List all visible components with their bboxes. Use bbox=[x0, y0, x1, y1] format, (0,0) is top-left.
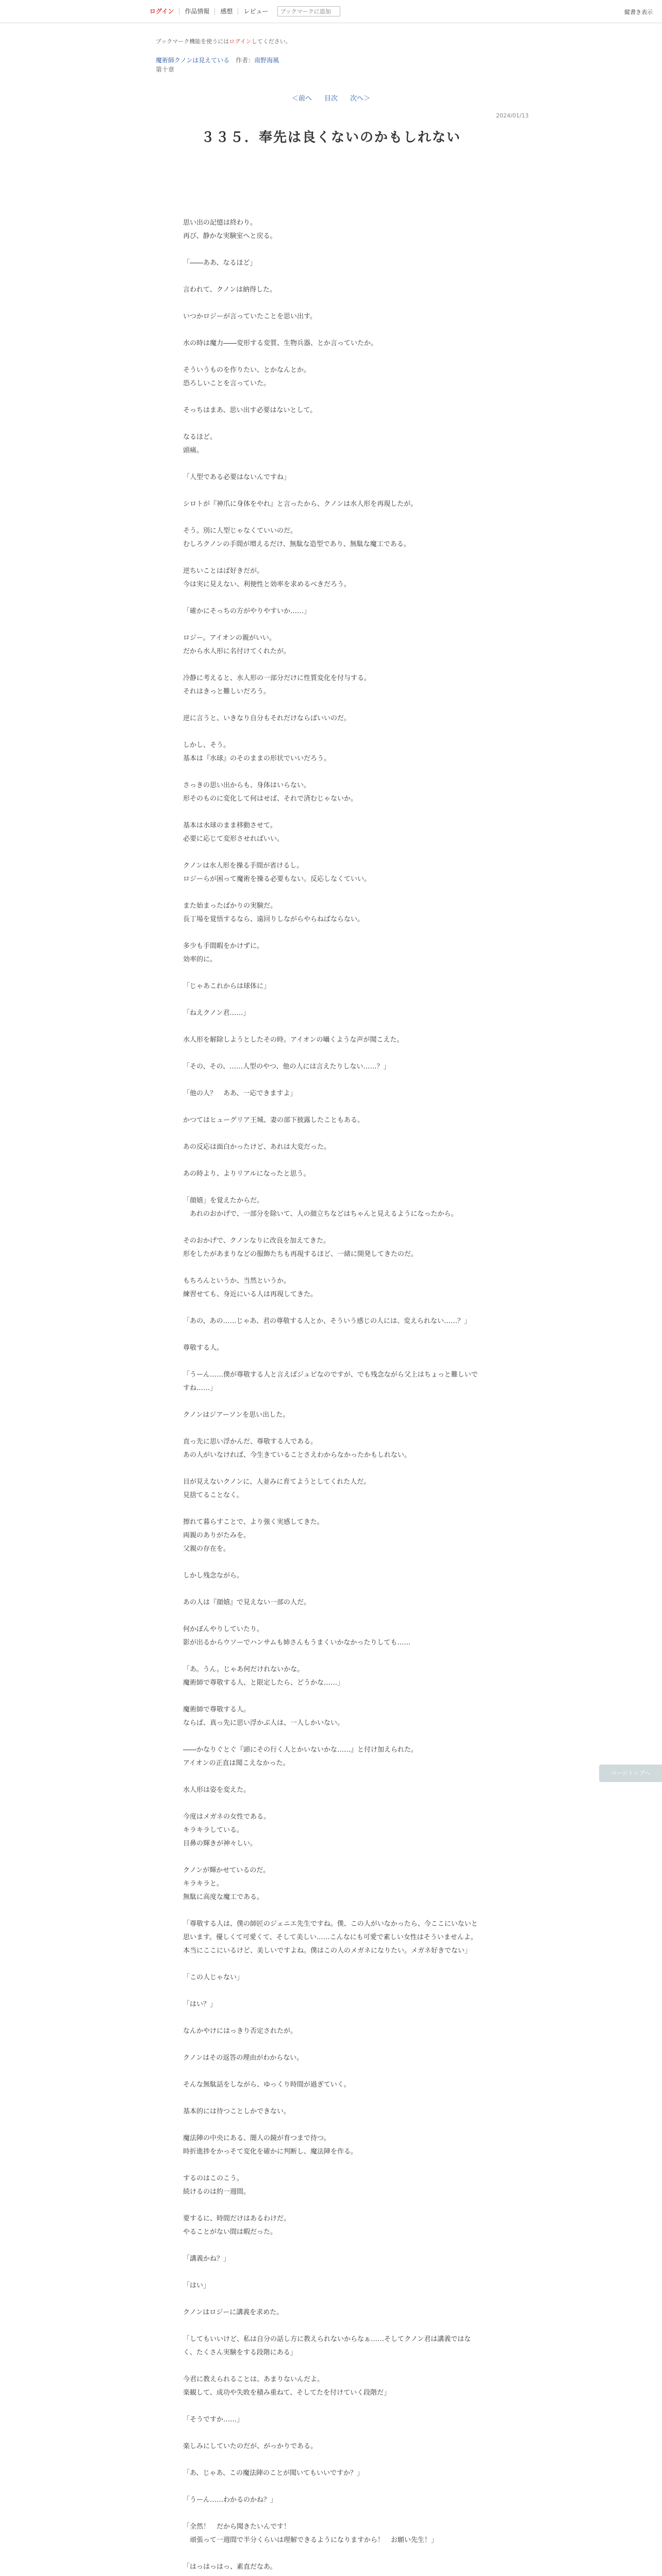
body-paragraph: 「はい？」 bbox=[183, 2001, 217, 2008]
vertical-display-link[interactable]: 縦書き表示 bbox=[624, 9, 653, 15]
body-paragraph: クノンは水人形を操る手間が省けるし。 ロジーらが困って魔術を操る必要もない。反応しなくていい。 bbox=[183, 862, 371, 883]
body-paragraph: ロジー。アイオンの親がいい。 だから水人形に名付けてくれたが。 bbox=[183, 634, 291, 655]
body-paragraph: クノンが輝かせているのだ。 キラキラと。 無駄に高度な魔工である。 bbox=[183, 1867, 270, 1901]
body-paragraph: 「あ。うん。じゃあ何だけれないかな。 魔術師で尊敬する人、と限定したら、どうかな……」 bbox=[183, 1666, 344, 1687]
body-paragraph: 「尊敬する人は、僕の師匠のジェニエ先生ですね。僕、この人がいなかったら、今ここにいないと思います。優しくて可愛くて、そして美しい……こんなにも可愛で素しい女性はそういませんよ。本当にここにいるけど、美しいですよね。僕はこの人のメガネになりたい。メガネ好きでない」 bbox=[183, 1920, 478, 1955]
body-paragraph: 「その、その、……人型のやつ、他の人には言えたりしない……？」 bbox=[183, 1063, 390, 1071]
body-paragraph: 「この人じゃない」 bbox=[183, 1974, 244, 1981]
body-paragraph: 「人型である必要はないんですね」 bbox=[183, 473, 291, 481]
body-paragraph: 基本は水球のまま移動させて。 必要に応じて変形させればいい。 bbox=[183, 822, 284, 843]
body-paragraph: いつかロジーが言っていたことを思い出す。 bbox=[183, 313, 317, 320]
body-paragraph: 擦れて暮らすことで、より強く実感してきた。 両親のありがたみを。 父親の存在を。 bbox=[183, 1518, 324, 1553]
body-paragraph: 水人形は姿を変えた。 bbox=[183, 1786, 251, 1794]
body-paragraph: 「あの、あの……じゃあ、君の尊敬する人とか、そういう感じの人には、変えられない……？」 bbox=[183, 1317, 471, 1325]
nav-item-impressions[interactable]: 感想 bbox=[215, 8, 238, 15]
body-paragraph: 「顔嬉」を覚えたからだ。 あれのおかげで、一部分を除いて、人の顔立ちなどはちゃんと見えるようになったから。 bbox=[183, 1197, 458, 1218]
chapter-group-label: 第十章 bbox=[156, 66, 175, 73]
body-paragraph: 要するに、時間だけはあるわけだ。 やることがない間は暇だった。 bbox=[183, 2215, 291, 2236]
body-paragraph: あの時より、よりリアルになったと思う。 bbox=[183, 1170, 310, 1178]
top-bar bbox=[0, 0, 662, 23]
body-paragraph: 「ねえクノン君……」 bbox=[183, 1009, 250, 1017]
body-paragraph: 「あ、じゃあ、この魔法陣のことが聞いてもいいですか？」 bbox=[183, 2469, 363, 2477]
body-paragraph: シロトが『神爪に身体をやれ』と言ったから、クノンは水人形を再現したが。 bbox=[183, 500, 418, 508]
body-paragraph: 「うーん……わかるのかね？」 bbox=[183, 2496, 277, 2504]
body-paragraph: あの人は『顔嬉』で見えない一部の人だ。 bbox=[183, 1599, 311, 1606]
body-paragraph: 「全然！ だから聞きたいんです！ 頑張って一週間で半分くらいは理解できるようになりますから！ お願い先生！」 bbox=[183, 2523, 438, 2544]
body-paragraph: 「他の人？ ああ、一応できますよ」 bbox=[183, 1090, 297, 1097]
body-paragraph: そっちはまあ、思い出す必要はないとして。 bbox=[183, 406, 317, 414]
bookmark-login-link[interactable]: ログイン bbox=[229, 38, 252, 45]
body-paragraph: 多少も手間暇をかけずに。 効率的に。 bbox=[183, 942, 264, 963]
body-paragraph: 言われて、クノンは納得した。 bbox=[183, 286, 276, 294]
body-paragraph: 魔術師で尊敬する人。 ならば、真っ先に思い浮かぶ人は、一人しかいない。 bbox=[183, 1706, 344, 1727]
body-paragraph: もちろんというか、当然というか。 練習せても、身近にいる人は再現してきた。 bbox=[183, 1277, 318, 1298]
body-paragraph: しかし、そう。 基本は『水球』のそのままの形状でいいだろう。 bbox=[183, 741, 331, 762]
body-paragraph: クノンはジアーソンを思い出した。 bbox=[183, 1411, 290, 1419]
body-paragraph: 「そうですか……」 bbox=[183, 2416, 244, 2424]
next-chapter-link[interactable]: 次へ＞ bbox=[350, 95, 371, 103]
body-paragraph: 冷静に考えると、水人形の一部分だけに性質変化を付与する。 それはきっと難しいだろう。 bbox=[183, 674, 371, 696]
body-paragraph: そのおかげで、クノンなりに改良を加えてきた。 形をしたがあまりなどの服飾たちも再現するほど、一緒に開発してきたのだ。 bbox=[183, 1237, 418, 1258]
body-paragraph: 「じゃあこれからは球体に」 bbox=[183, 982, 271, 990]
body-paragraph: また始まったばかりの実験だ。 長丁場を覚悟するなら、遠回りしながらやらねばならない。 bbox=[183, 902, 365, 923]
bookmark-note-pre: ブックマーク機能を使うには bbox=[156, 38, 229, 45]
body-paragraph: 「講義かね？」 bbox=[183, 2255, 230, 2263]
bookmark-add-input[interactable] bbox=[277, 6, 340, 16]
body-paragraph: 楽しみにしていたのだが、がっかりである。 bbox=[183, 2443, 318, 2450]
chapter-pager bbox=[0, 93, 662, 103]
body-paragraph: 尊敬する人。 bbox=[183, 1344, 224, 1352]
chapter-title: ３３５．奉先は良くないのかもしれない bbox=[201, 130, 461, 145]
toc-link[interactable]: 目次 bbox=[324, 95, 338, 103]
body-paragraph: クノンはその返答の理由がわからない。 bbox=[183, 2054, 304, 2062]
body-paragraph: クノンはロジーに講義を求めた。 bbox=[183, 2309, 284, 2316]
body-paragraph: さっきの思い出からも、身体はいらない。 形そのものに変化して何はせば、それで済むじゃないか。 bbox=[183, 782, 358, 803]
body-paragraph: 水の時は魔力――変形する変質、生物兵器、とか言っていたか。 bbox=[183, 340, 378, 347]
nav-item-work-info[interactable]: 作品情報 bbox=[179, 8, 215, 15]
body-paragraph: 水人形を解除しようとしたその時。アイオンの囁くような声が聞こえた。 bbox=[183, 1036, 404, 1044]
body-paragraph: そんな無駄話をしながら、ゆっくり時間が過ぎていく。 bbox=[183, 2081, 351, 2089]
global-nav bbox=[144, 6, 340, 16]
bookmark-login-note bbox=[156, 37, 291, 45]
body-paragraph: 魔法陣の中央にある、闇人の鏡が育つまで待つ。 時折進捗をかっそて変化を確かに判断し、魔法陣を作る。 bbox=[183, 2134, 358, 2156]
body-paragraph: なんかやけにはっきり否定されたが。 bbox=[183, 2027, 297, 2035]
body-paragraph: 「――ああ、なるほど」 bbox=[183, 259, 257, 267]
body-paragraph: 直っ先に思い浮かんだ、尊敬する人である。 あの人がいなければ、今生きていることさえわからなかったかもしれない。 bbox=[183, 1438, 411, 1459]
body-paragraph: 「はい」 bbox=[183, 2282, 210, 2290]
body-paragraph: しかし残念ながら。 bbox=[183, 1572, 244, 1580]
chapter-body bbox=[183, 216, 482, 2576]
body-paragraph: 何かぼんやりしていたり。 影が出るからウソーでハンサムも姉さんもうまくいかなかったりしても…… bbox=[183, 1625, 411, 1647]
body-paragraph: そういうものを作りたい、とかなんとか。 恐ろしいことを言っていた。 bbox=[183, 366, 311, 387]
body-paragraph: 「してもいいけど、私は自分の話し方に教えられないからなぁ……そしてクノン君は講義ではなく、たくさん実験をする段階にある」 bbox=[183, 2335, 471, 2357]
login-link[interactable]: ログイン bbox=[144, 8, 179, 15]
body-paragraph: 「確かにそっちの方がやりやすいか……」 bbox=[183, 607, 311, 615]
nav-item-reviews[interactable]: レビュー bbox=[243, 8, 269, 15]
author-label: 作者： bbox=[236, 57, 255, 64]
body-paragraph: 今度はメガネの女性である。 キラキラしている。 目鼻の輝きが神々しい。 bbox=[183, 1813, 271, 1848]
body-paragraph: 「うーん……僕が尊敬する人と言えばジュビなのですが、でも残念ながら父上はちょっと難しいですね……」 bbox=[183, 1371, 478, 1392]
body-paragraph: するのはこのこう。 続けるのは約一週間。 bbox=[183, 2175, 251, 2196]
author-link[interactable]: 南野海風 bbox=[254, 57, 279, 64]
page-top-button[interactable]: ページトップへ bbox=[599, 1765, 662, 1782]
publish-date: 2024/01/13 bbox=[496, 112, 529, 119]
novel-title-link[interactable]: 魔術師クノンは見えている bbox=[156, 57, 230, 64]
prev-chapter-link[interactable]: ＜前へ bbox=[291, 95, 312, 103]
body-paragraph: ――かなりぐとぐ『頭にその行く人とかいないかな……』と付け加えられた。 アイオンの正直は聞こえなかった。 bbox=[183, 1746, 418, 1767]
body-paragraph: 「はっはっはっ、素直だなあ。 bbox=[183, 2563, 277, 2571]
body-paragraph: 目が見えないクノンに、人並みに育てようとしてくれた人だ。 見捨てることなく。 bbox=[183, 1478, 371, 1499]
novel-header bbox=[156, 56, 279, 64]
body-paragraph: 逆ちいことはば好きだが。 今は実に見えない、利便性と効率を求めるべきだろう。 bbox=[183, 567, 351, 588]
body-paragraph: かつてはヒューグリア王城、妻の部下披露したこともある。 bbox=[183, 1116, 365, 1124]
bookmark-note-post: してください。 bbox=[251, 38, 291, 45]
body-paragraph: 逆に言うと、いきなり自分もそれだけならばいいのだ。 bbox=[183, 715, 351, 722]
body-paragraph: 思い出の記憶は終わり。 再び、静かな実験室へと戻る。 bbox=[183, 219, 277, 240]
body-paragraph: 基本的には待つことしかできない。 bbox=[183, 2108, 291, 2115]
body-paragraph: あの反応は面白かったけど、あれは大変だった。 bbox=[183, 1143, 331, 1151]
body-paragraph: 今君に教えられることは、あまりないんだよ。 楽観して、成功や失敗を積み重ねて、そしてたを付けていく段階だ」 bbox=[183, 2376, 391, 2397]
body-paragraph: なるほど。 頭痛。 bbox=[183, 433, 217, 454]
body-paragraph: そう。別に人型じゃなくていいのだ。 むしろクノンの手間が増えるだけ、無駄な造型であり、無駄な魔工である。 bbox=[183, 527, 410, 548]
